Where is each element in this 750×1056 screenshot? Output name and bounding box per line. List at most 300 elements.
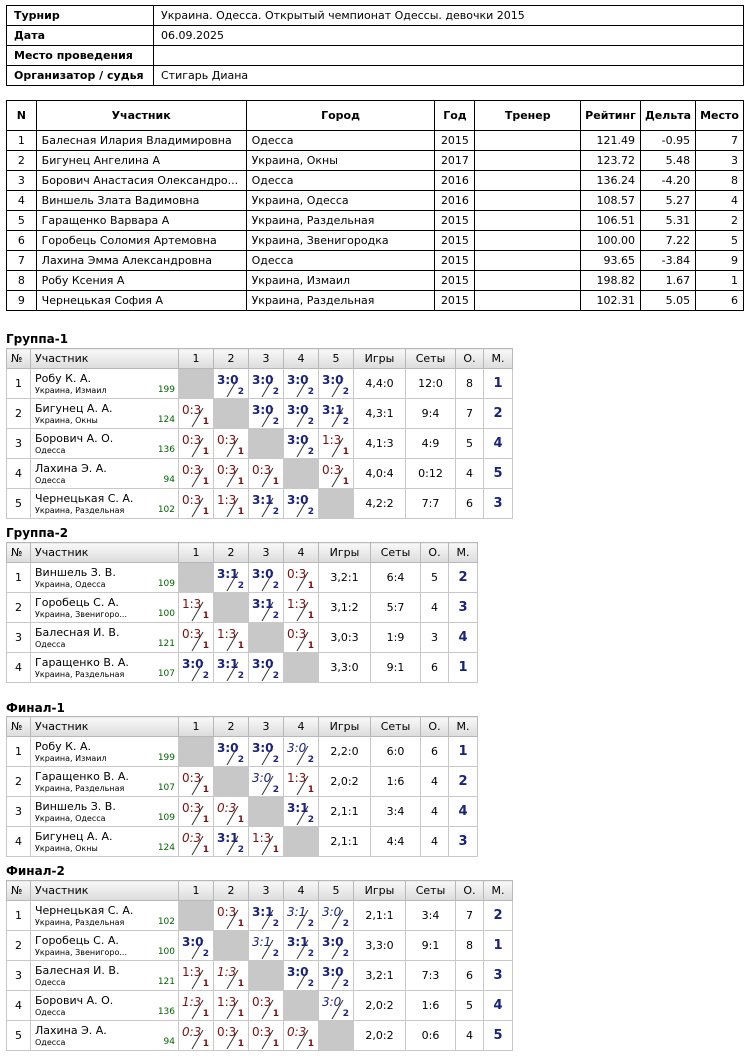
match-result-cell[interactable] xyxy=(319,399,354,429)
match-result-cell[interactable] xyxy=(249,459,284,489)
match-score: 3:1 xyxy=(287,905,307,919)
participant-year: 2015 xyxy=(435,291,475,311)
match-result-cell[interactable] xyxy=(179,767,214,797)
match-result-cell[interactable] xyxy=(284,737,319,767)
match-points: 1 xyxy=(272,845,279,855)
match-result[interactable] xyxy=(249,1021,283,1050)
match-result-cell[interactable] xyxy=(284,429,319,459)
match-result-cell[interactable] xyxy=(284,1021,319,1051)
player-sets: 6:0 xyxy=(371,737,421,767)
match-points: 2 xyxy=(237,755,244,765)
participant-place: 1 xyxy=(696,271,744,291)
match-result[interactable] xyxy=(249,901,283,930)
participant-coach xyxy=(475,171,581,191)
match-result[interactable] xyxy=(284,623,318,652)
match-result-cell[interactable] xyxy=(284,901,319,931)
match-points: 2 xyxy=(237,387,244,397)
participant-delta: -0.95 xyxy=(641,131,696,151)
player-points: 6 xyxy=(421,653,449,683)
match-result[interactable] xyxy=(284,369,318,398)
match-result[interactable] xyxy=(249,767,283,796)
match-result[interactable] xyxy=(284,767,318,796)
match-result[interactable] xyxy=(319,991,353,1020)
match-result[interactable] xyxy=(179,459,213,488)
player-games: 3,0:3 xyxy=(319,623,371,653)
player-row xyxy=(7,901,513,931)
match-result-cell[interactable] xyxy=(319,459,354,489)
match-result[interactable] xyxy=(179,827,213,856)
match-score: 3:1 xyxy=(217,657,239,671)
match-points: 1 xyxy=(202,785,209,795)
match-result-cell[interactable] xyxy=(214,1021,249,1051)
player-games: 2,0:2 xyxy=(354,991,406,1021)
match-result-cell[interactable] xyxy=(179,931,214,961)
match-result-cell[interactable] xyxy=(249,489,284,519)
match-result-cell[interactable] xyxy=(214,827,249,857)
player-city: Украина, Раздельная xyxy=(35,784,125,793)
match-result[interactable] xyxy=(284,797,318,826)
self-match-cell xyxy=(249,797,284,827)
match-result-cell[interactable] xyxy=(214,901,249,931)
header-number: № xyxy=(7,543,31,563)
match-points: 1 xyxy=(202,447,209,457)
match-result[interactable] xyxy=(214,1021,248,1050)
match-result-cell[interactable] xyxy=(179,797,214,827)
player-name: Лахина Э. А. xyxy=(35,1024,107,1037)
player-cell xyxy=(31,1021,179,1051)
participant-delta: 5.31 xyxy=(641,211,696,231)
match-result[interactable] xyxy=(249,931,283,960)
participant-city: Одесса xyxy=(246,131,435,151)
player-rating: 100 xyxy=(157,947,175,957)
player-number: 4 xyxy=(7,459,31,489)
match-result-cell[interactable] xyxy=(284,369,319,399)
match-result-cell[interactable] xyxy=(179,827,214,857)
match-result[interactable] xyxy=(214,459,248,488)
match-result-cell[interactable] xyxy=(249,901,284,931)
player-number: 4 xyxy=(7,653,31,683)
match-points: 2 xyxy=(272,417,279,427)
player-city: Украина, Окны xyxy=(35,416,98,425)
participant-coach xyxy=(475,191,581,211)
match-points: 2 xyxy=(272,949,279,959)
match-result-cell[interactable] xyxy=(319,901,354,931)
match-result-cell[interactable] xyxy=(319,931,354,961)
match-score: 3:0 xyxy=(217,741,239,755)
match-score: 1:3 xyxy=(217,965,237,979)
participant-coach xyxy=(475,291,581,311)
match-result[interactable] xyxy=(249,399,283,428)
match-result[interactable] xyxy=(284,399,318,428)
match-result-cell[interactable] xyxy=(249,563,284,593)
match-result[interactable] xyxy=(179,489,213,518)
match-result[interactable] xyxy=(249,563,283,592)
match-result[interactable] xyxy=(214,961,248,990)
participant-city: Украина, Измаил xyxy=(246,271,435,291)
player-cell xyxy=(31,489,179,519)
match-result[interactable] xyxy=(319,931,353,960)
player-cell xyxy=(31,737,179,767)
match-score: 3:1 xyxy=(322,403,344,417)
player-city: Украина, Раздельная xyxy=(35,670,125,679)
match-result[interactable] xyxy=(214,489,248,518)
player-points: 4 xyxy=(421,767,449,797)
participant-city: Украина, Раздельная xyxy=(246,291,435,311)
player-sets: 9:1 xyxy=(406,931,456,961)
participant-city: Украина, Одесса xyxy=(246,191,435,211)
match-result-cell[interactable] xyxy=(319,961,354,991)
match-score: 1:3 xyxy=(182,965,202,979)
participant-delta: 5.27 xyxy=(641,191,696,211)
info-label: Турнир xyxy=(7,6,154,26)
match-points: 2 xyxy=(342,979,349,989)
match-result[interactable] xyxy=(179,931,213,960)
match-score: 3:1 xyxy=(252,493,274,507)
info-row xyxy=(7,26,744,46)
match-score: 0:3 xyxy=(287,1025,307,1039)
player-games: 4,0:4 xyxy=(354,459,406,489)
match-result-cell[interactable] xyxy=(319,991,354,1021)
self-match-cell xyxy=(319,1021,354,1051)
match-score: 1:3 xyxy=(182,995,202,1009)
final-2-table xyxy=(6,880,513,1051)
player-sets: 0:12 xyxy=(406,459,456,489)
match-points: 2 xyxy=(307,507,314,517)
participants-table xyxy=(6,100,744,311)
header-points: О. xyxy=(421,717,449,737)
match-score: 0:3 xyxy=(182,463,202,477)
participant-year: 2015 xyxy=(435,231,475,251)
match-score: 3:1 xyxy=(252,905,274,919)
participant-place: 2 xyxy=(696,211,744,231)
match-points: 2 xyxy=(272,387,279,397)
match-result-cell[interactable] xyxy=(179,1021,214,1051)
match-score: 0:3 xyxy=(217,463,237,477)
self-match-cell xyxy=(249,429,284,459)
match-result-cell[interactable] xyxy=(284,931,319,961)
player-city: Одесса xyxy=(35,978,66,987)
player-place: 1 xyxy=(449,653,478,683)
match-result-cell[interactable] xyxy=(284,593,319,623)
match-result-cell[interactable] xyxy=(249,1021,284,1051)
player-number: 5 xyxy=(7,1021,31,1051)
match-result-cell[interactable] xyxy=(179,429,214,459)
match-result[interactable] xyxy=(284,901,318,930)
player-row xyxy=(7,459,513,489)
match-result-cell[interactable] xyxy=(214,563,249,593)
match-points: 1 xyxy=(202,1009,209,1019)
match-points: 2 xyxy=(202,671,209,681)
match-points: 2 xyxy=(272,919,279,929)
match-result[interactable] xyxy=(179,797,213,826)
match-result-cell[interactable] xyxy=(179,653,214,683)
match-result[interactable] xyxy=(284,563,318,592)
match-score: 3:0 xyxy=(287,403,309,417)
match-result-cell[interactable] xyxy=(249,827,284,857)
match-result[interactable] xyxy=(214,563,248,592)
participant-delta: -3.84 xyxy=(641,251,696,271)
header-games: Игры xyxy=(319,543,371,563)
player-place: 1 xyxy=(484,931,513,961)
player-sets: 4:4 xyxy=(371,827,421,857)
player-name: Чернецькая С. А. xyxy=(35,492,134,505)
match-score: 0:3 xyxy=(182,831,202,845)
header-participant: Участник xyxy=(31,717,179,737)
player-row xyxy=(7,593,478,623)
match-score: 0:3 xyxy=(182,403,202,417)
match-score: 3:0 xyxy=(287,741,307,755)
match-result-cell[interactable] xyxy=(249,369,284,399)
match-points: 2 xyxy=(272,671,279,681)
match-points: 1 xyxy=(272,477,279,487)
match-result[interactable] xyxy=(214,369,248,398)
match-result[interactable] xyxy=(214,653,248,682)
match-points: 2 xyxy=(307,447,314,457)
player-name: Бигунец А. А. xyxy=(35,830,113,843)
match-result[interactable] xyxy=(249,827,283,856)
match-score: 3:1 xyxy=(287,801,309,815)
player-rating: 94 xyxy=(163,1037,175,1047)
match-result[interactable] xyxy=(284,931,318,960)
header-opponent-number: 1 xyxy=(179,543,214,563)
player-rating: 199 xyxy=(157,385,175,395)
match-points: 1 xyxy=(307,611,314,621)
match-result-cell[interactable] xyxy=(214,429,249,459)
player-row xyxy=(7,827,478,857)
match-result-cell[interactable] xyxy=(284,767,319,797)
participant-year: 2017 xyxy=(435,151,475,171)
player-number: 1 xyxy=(7,737,31,767)
final-1-table xyxy=(6,716,478,857)
match-result-cell[interactable] xyxy=(284,563,319,593)
match-result[interactable] xyxy=(319,961,353,990)
self-match-cell xyxy=(284,991,319,1021)
match-result[interactable] xyxy=(319,369,353,398)
match-result-cell[interactable] xyxy=(249,737,284,767)
match-score: 0:3 xyxy=(217,905,237,919)
player-name: Бигунец А. А. xyxy=(35,402,113,415)
match-result-cell[interactable] xyxy=(214,961,249,991)
match-result-cell[interactable] xyxy=(249,653,284,683)
match-result[interactable] xyxy=(214,901,248,930)
match-result-cell[interactable] xyxy=(179,623,214,653)
match-result[interactable] xyxy=(319,429,353,458)
player-row xyxy=(7,991,513,1021)
player-city: Украина, Измаил xyxy=(35,386,107,395)
match-result-cell[interactable] xyxy=(284,797,319,827)
match-result[interactable] xyxy=(249,459,283,488)
self-match-cell xyxy=(179,563,214,593)
match-result-cell[interactable] xyxy=(179,459,214,489)
match-result[interactable] xyxy=(284,429,318,458)
match-score: 0:3 xyxy=(182,627,202,641)
header-games: Игры xyxy=(354,881,406,901)
header-opponent-number: 2 xyxy=(214,881,249,901)
match-result[interactable] xyxy=(214,797,248,826)
participant-row xyxy=(7,191,744,211)
player-row xyxy=(7,653,478,683)
match-score: 3:1 xyxy=(252,597,274,611)
match-result[interactable] xyxy=(284,961,318,990)
match-result-cell[interactable] xyxy=(214,489,249,519)
participants-header xyxy=(7,101,744,131)
match-result[interactable] xyxy=(214,991,248,1020)
match-result-cell[interactable] xyxy=(249,991,284,1021)
player-points: 6 xyxy=(456,961,484,991)
match-points: 1 xyxy=(237,447,244,457)
self-match-cell xyxy=(179,901,214,931)
header-opponent-number: 5 xyxy=(319,881,354,901)
player-place: 2 xyxy=(449,563,478,593)
match-result[interactable] xyxy=(319,901,353,930)
match-result-cell[interactable] xyxy=(249,399,284,429)
match-result[interactable] xyxy=(179,593,213,622)
match-result[interactable] xyxy=(179,399,213,428)
match-result[interactable] xyxy=(179,429,213,458)
header-place: М. xyxy=(484,881,513,901)
match-points: 2 xyxy=(342,949,349,959)
match-result-cell[interactable] xyxy=(284,489,319,519)
player-number: 2 xyxy=(7,593,31,623)
match-result[interactable] xyxy=(249,991,283,1020)
match-result[interactable] xyxy=(179,767,213,796)
match-result-cell[interactable] xyxy=(284,623,319,653)
match-result-cell[interactable] xyxy=(179,991,214,1021)
grid-header-row xyxy=(7,717,478,737)
match-result[interactable] xyxy=(284,593,318,622)
match-result[interactable] xyxy=(214,429,248,458)
player-name: Робу К. А. xyxy=(35,740,91,753)
participant-place: 8 xyxy=(696,171,744,191)
match-result[interactable] xyxy=(284,1021,318,1050)
self-match-cell xyxy=(284,459,319,489)
match-result[interactable] xyxy=(214,827,248,856)
player-rating: 109 xyxy=(157,813,175,823)
match-result-cell[interactable] xyxy=(179,399,214,429)
player-place: 3 xyxy=(449,593,478,623)
player-cell xyxy=(31,429,179,459)
match-result[interactable] xyxy=(179,991,213,1020)
match-result[interactable] xyxy=(249,593,283,622)
participant-year: 2016 xyxy=(435,191,475,211)
match-score: 0:3 xyxy=(287,627,307,641)
player-rating: 109 xyxy=(157,579,175,589)
match-result[interactable] xyxy=(319,459,353,488)
header-participant: Участник xyxy=(31,881,179,901)
participant-number: 7 xyxy=(7,251,37,271)
match-result-cell[interactable] xyxy=(179,593,214,623)
match-result-cell[interactable] xyxy=(249,767,284,797)
match-result[interactable] xyxy=(214,737,248,766)
match-result[interactable] xyxy=(179,653,213,682)
self-match-cell xyxy=(179,369,214,399)
match-result-cell[interactable] xyxy=(249,931,284,961)
participant-rating: 100.00 xyxy=(581,231,641,251)
player-place: 2 xyxy=(449,767,478,797)
match-result-cell[interactable] xyxy=(214,653,249,683)
match-result[interactable] xyxy=(249,489,283,518)
match-result[interactable] xyxy=(179,623,213,652)
match-result-cell[interactable] xyxy=(319,369,354,399)
player-points: 5 xyxy=(421,563,449,593)
participant-row xyxy=(7,271,744,291)
participant-city: Одесса xyxy=(246,251,435,271)
match-score: 0:3 xyxy=(287,567,307,581)
player-place: 2 xyxy=(484,901,513,931)
player-rating: 121 xyxy=(157,977,175,987)
match-result-cell[interactable] xyxy=(214,459,249,489)
match-result[interactable] xyxy=(319,399,353,428)
participant-city: Украина, Окны xyxy=(246,151,435,171)
player-rating: 102 xyxy=(157,505,175,515)
match-result-cell[interactable] xyxy=(179,489,214,519)
player-rating: 107 xyxy=(157,783,175,793)
player-sets: 1:6 xyxy=(371,767,421,797)
match-result-cell[interactable] xyxy=(319,429,354,459)
player-number: 1 xyxy=(7,369,31,399)
player-name: Борович А. О. xyxy=(35,994,114,1007)
match-points: 1 xyxy=(237,979,244,989)
player-games: 3,2:1 xyxy=(319,563,371,593)
match-result[interactable] xyxy=(249,653,283,682)
player-city: Одесса xyxy=(35,1038,66,1047)
participant-coach xyxy=(475,231,581,251)
match-result-cell[interactable] xyxy=(284,399,319,429)
match-result-cell[interactable] xyxy=(214,797,249,827)
header-delta: Дельта xyxy=(641,101,696,131)
match-points: 1 xyxy=(307,581,314,591)
match-score: 3:0 xyxy=(287,433,309,447)
match-points: 1 xyxy=(342,477,349,487)
participant-coach xyxy=(475,251,581,271)
participant-delta: 1.67 xyxy=(641,271,696,291)
info-label: Организатор / судья xyxy=(7,66,154,86)
participant-number: 1 xyxy=(7,131,37,151)
self-match-cell xyxy=(214,593,249,623)
player-games: 3,3:0 xyxy=(354,931,406,961)
participant-place: 5 xyxy=(696,231,744,251)
match-result[interactable] xyxy=(284,489,318,518)
match-result-cell[interactable] xyxy=(214,737,249,767)
header-points: О. xyxy=(421,543,449,563)
match-result[interactable] xyxy=(179,961,213,990)
match-score: 3:1 xyxy=(217,567,239,581)
match-result-cell[interactable] xyxy=(249,593,284,623)
match-result[interactable] xyxy=(249,737,283,766)
match-result-cell[interactable] xyxy=(214,369,249,399)
player-row xyxy=(7,429,513,459)
match-result[interactable] xyxy=(249,369,283,398)
match-result[interactable] xyxy=(214,623,248,652)
header-opponent-number: 2 xyxy=(214,349,249,369)
match-result-cell[interactable] xyxy=(179,961,214,991)
match-result-cell[interactable] xyxy=(284,961,319,991)
player-number: 3 xyxy=(7,797,31,827)
match-result[interactable] xyxy=(284,737,318,766)
self-match-cell xyxy=(214,767,249,797)
match-result-cell[interactable] xyxy=(214,623,249,653)
match-result-cell[interactable] xyxy=(214,991,249,1021)
player-number: 4 xyxy=(7,827,31,857)
match-result[interactable] xyxy=(179,1021,213,1050)
player-city: Украина, Окны xyxy=(35,844,98,853)
player-place: 1 xyxy=(449,737,478,767)
info-label: Место проведения xyxy=(7,46,154,66)
participant-city: Украина, Звенигородка xyxy=(246,231,435,251)
match-points: 1 xyxy=(307,1039,314,1049)
participant-number: 2 xyxy=(7,151,37,171)
match-points: 1 xyxy=(342,447,349,457)
